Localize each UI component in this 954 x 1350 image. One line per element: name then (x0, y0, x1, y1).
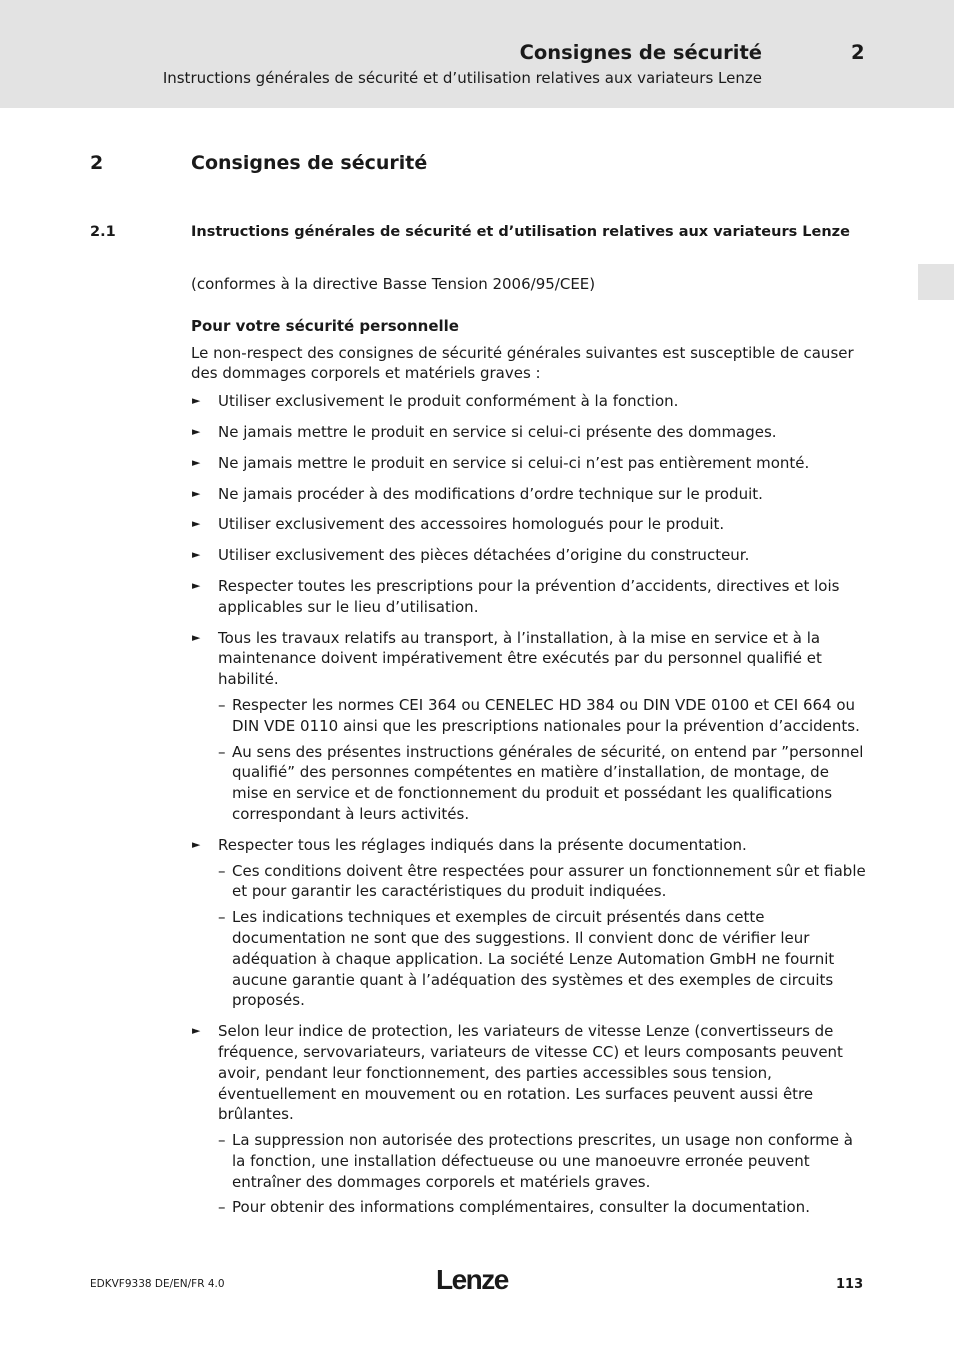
running-header-chapter-number: 2 (851, 41, 865, 64)
bullet-text: Utiliser exclusivement des accessoires homologués pour le produit. (218, 515, 725, 534)
bullet-text: Respecter toutes les prescriptions pour la prévention d’accidents, directives et lois applicables sur le lieu d’utilisation. (218, 576, 840, 616)
svg-text:Lenze: Lenze (436, 1264, 508, 1295)
sub-item-text: Ces conditions doivent être respectées pour assurer un fonctionnement sûr et fiable et pour garantir les caractéristiques du produit indiquées. (232, 861, 866, 901)
bullet-item (191, 484, 867, 505)
subheading: Pour votre sécurité personnelle (191, 316, 459, 335)
dash-marker: – (218, 1198, 226, 1217)
bullet-text: Ne jamais mettre le produit en service si celui-ci présente des dommages. (218, 422, 777, 441)
intro-paragraph: Le non-respect des consignes de sécurité générales suivantes est susceptible de causer des dommages corporels et matériels graves : (191, 343, 854, 383)
bullet-text: Selon leur indice de protection, les variateurs de vitesse Lenze (convertisseurs de fréquence, servovariateurs, variateurs de vitesse CC) et leurs composants peuvent avoir, pendant leur fonctionnement, des parties accessibles sous tension, éventuellement en mouvement ou en rotation. Les surfaces peuvent aussi être brûlantes. (218, 1022, 843, 1124)
sub-item (218, 742, 867, 825)
bullet-arrow-icon: ► (192, 424, 201, 438)
sub-list (218, 1130, 867, 1218)
sub-item-text: Au sens des présentes instructions générales de sécurité, on entend par ”personnel qualifié” des personnes compétentes en matière d’installation, de montage, de mise en service et de fonctionnement du produit et possédant les qualifications correspondant à leurs activités. (232, 742, 864, 823)
sub-item-text: Pour obtenir des informations complémentaires, consulter la documentation. (232, 1198, 810, 1217)
header-band (0, 0, 954, 108)
bullet-arrow-icon: ► (192, 1024, 201, 1038)
sub-item (218, 1197, 867, 1218)
dash-marker: – (218, 861, 226, 880)
page-number: 113 (836, 1277, 864, 1292)
dash-marker: – (218, 908, 226, 927)
sub-item (218, 1130, 867, 1192)
sub-list (218, 861, 867, 1012)
bullet-text: Utiliser exclusivement le produit conformément à la fonction. (218, 392, 679, 411)
bullet-item (191, 628, 867, 825)
section-title: Instructions générales de sécurité et d’utilisation relatives aux variateurs Lenze (191, 224, 850, 240)
bullet-arrow-icon: ► (192, 394, 201, 408)
bullet-item (191, 545, 867, 566)
bullet-arrow-icon: ► (192, 517, 201, 531)
section-number: 2.1 (90, 224, 116, 240)
conformity-note: (conformes à la directive Basse Tension 2006/95/CEE) (191, 275, 596, 293)
dash-marker: – (218, 1131, 226, 1150)
body-content (191, 274, 867, 1228)
document-code: EDKVF9338 DE/EN/FR 4.0 (90, 1278, 225, 1290)
sub-list (218, 695, 867, 825)
bullet-item (191, 1021, 867, 1218)
chapter-title: Consignes de sécurité (191, 152, 428, 174)
chapter-number: 2 (90, 152, 104, 174)
bullet-item (191, 453, 867, 474)
bullet-item (191, 391, 867, 412)
bullet-text: Utiliser exclusivement des pièces détachées d’origine du constructeur. (218, 546, 750, 565)
bullet-text: Tous les travaux relatifs au transport, à l’installation, à la mise en service et à la maintenance doivent impérativement être exécutés par du personnel qualifié et habilité. (218, 628, 822, 689)
bullet-arrow-icon: ► (192, 548, 201, 562)
sub-item-text: La suppression non autorisée des protections prescrites, un usage non conforme à la fonction, une installation défectueuse ou une manoeuvre erronée peuvent entraîner des dommages corporels et matériels graves. (232, 1131, 853, 1191)
bullet-item (191, 514, 867, 535)
bullet-item (191, 576, 867, 618)
bullet-item (191, 422, 867, 443)
sub-item-text: Les indications techniques et exemples de circuit présentés dans cette documentation ne sont que des suggestions. Il convient donc de vérifier leur adéquation à chaque application. La société Lenze Automation GmbH ne fournit aucune garantie quant à l’adéquation des systèmes et des exemples de circuits proposés. (232, 908, 835, 1010)
running-header-subtitle: Instructions générales de sécurité et d’utilisation relatives aux variateurs Lenze (162, 69, 762, 87)
sub-item (218, 907, 867, 1011)
dash-marker: – (218, 742, 226, 761)
bullet-arrow-icon: ► (192, 455, 201, 469)
bullet-arrow-icon: ► (192, 630, 201, 644)
lenze-logo (436, 1262, 516, 1296)
bullet-arrow-icon: ► (192, 486, 201, 500)
dash-marker: – (218, 695, 226, 714)
sub-item (218, 861, 867, 903)
bullet-text: Respecter tous les réglages indiqués dans la présente documentation. (218, 835, 747, 854)
bullet-item (191, 835, 867, 1011)
bullet-text: Ne jamais mettre le produit en service si celui-ci n’est pas entièrement monté. (218, 453, 810, 472)
running-header-title: Consignes de sécurité (519, 41, 762, 64)
chapter-side-tab (918, 264, 954, 300)
bullet-arrow-icon: ► (192, 837, 201, 851)
sub-item (218, 695, 867, 737)
safety-bullet-list (191, 391, 867, 1218)
sub-item-text: Respecter les normes CEI 364 ou CENELEC HD 384 ou DIN VDE 0100 et CEI 664 ou DIN VDE 0110 ainsi que les prescriptions nationales pour la prévention d’accidents. (232, 695, 860, 735)
bullet-text: Ne jamais procéder à des modifications d’ordre technique sur le produit. (218, 484, 763, 503)
bullet-arrow-icon: ► (192, 578, 201, 592)
